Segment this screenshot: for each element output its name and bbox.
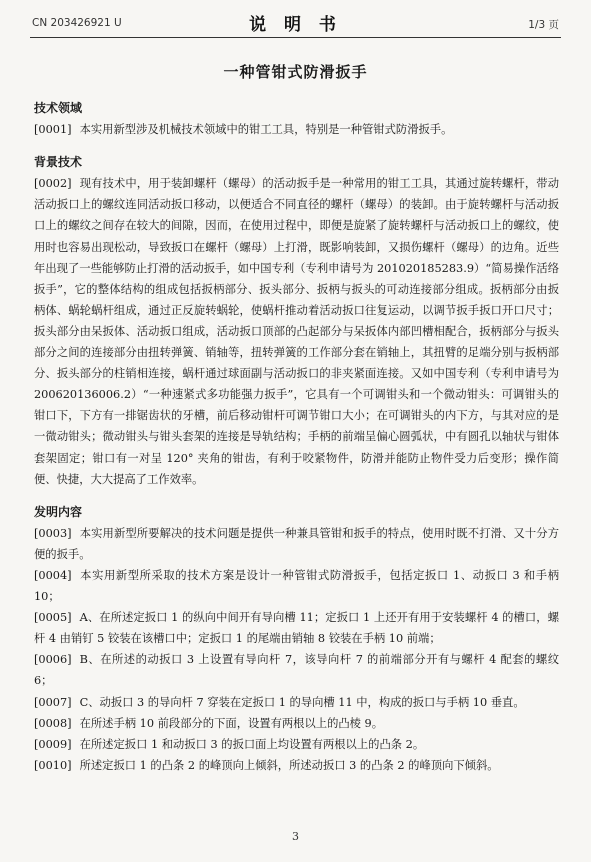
paragraph-text: A、在所述定扳口 1 的纵向中间开有导向槽 11；定扳口 1 上还开有用于安装螺杆 4 的槽口，螺杆 4 由销钉 5 铰装在该槽口中；定扳口 1 的尾端由销轴 8 铰装在手柄 10 前端； xyxy=(34,611,559,646)
document-title: 一种管钳式防滑扳手 xyxy=(223,63,368,81)
paragraph-0002 xyxy=(34,173,559,489)
paragraph-text: 本实用新型所采取的技术方案是设计一种管钳式防滑扳手，包括定扳口 1、动扳口 3 和手柄 10； xyxy=(34,568,559,604)
document-number: CN 203426921 U xyxy=(32,17,122,29)
paragraph-number: [0008] xyxy=(34,716,72,730)
section-heading-field: 技术领域 xyxy=(34,101,83,115)
paragraph-0006 xyxy=(34,649,559,691)
paragraph-0009 xyxy=(34,734,559,755)
paragraph-number: [0003] xyxy=(34,526,72,540)
paragraph-text: 本实用新型所要解决的技术问题是提供一种兼具管钳和扳手的特点，使用时既不打滑、又十分方便的扳手。 xyxy=(34,526,559,561)
paragraph-0010 xyxy=(34,755,559,776)
section-heading-content: 发明内容 xyxy=(34,504,83,519)
paragraph-number: [0004] xyxy=(34,568,72,582)
section-gap xyxy=(34,140,559,152)
paragraph-number: [0006] xyxy=(34,653,72,667)
paragraph-text: C、动扳口 3 的导向杆 7 穿装在定扳口 1 的导向槽 11 中，构成的扳口与手柄 10 垂直。 xyxy=(79,695,525,709)
page-indicator: 1/3 页 xyxy=(528,19,559,31)
paragraph-text: 在所述手柄 10 前段部分的下面，设置有两根以上的凸棱 9。 xyxy=(79,716,384,730)
header-divider xyxy=(30,37,561,38)
paragraph-0008 xyxy=(34,713,559,734)
paragraph-text: B、在所述的动扳口 3 上设置有导向杆 7，该导向杆 7 的前端部分开有与螺杆 4 配套的螺纹 6； xyxy=(34,653,559,688)
paragraph-text: 在所述定扳口 1 和动扳口 3 的扳口面上均设置有两根以上的凸条 2。 xyxy=(79,737,425,751)
paragraph-number: [0005] xyxy=(34,611,72,625)
paragraph-number: [0010] xyxy=(34,758,72,772)
section-gap xyxy=(34,490,559,502)
section-title: 说 明 书 xyxy=(249,15,342,35)
paragraph-number: [0007] xyxy=(34,695,72,709)
section-heading-background: 背景技术 xyxy=(34,155,83,170)
document-body xyxy=(34,98,559,776)
paragraph-number: [0002] xyxy=(34,177,72,191)
paragraph-text: 现有技术中，用于装卸螺杆（螺母）的活动扳手是一种常用的钳工工具，其通过旋转螺杆，带动活动扳口上的螺纹连同活动扳口移动，以便适合不同直径的螺杆（螺母）的装卸。由于旋转螺杆与活动扳口上的螺纹之间存在较大的间隙，因而，在使用过程中，即便是旋紧了旋转螺杆与活动扳口上的螺纹，使用时也容易出现松动，导致扳口在螺杆（螺母）上打滑，既影响装卸，又损伤螺杆（螺母）的边角。近些年出现了一些能够防止打滑的活动扳手，如中国专利（专利申请号为 201020185283.9）“简易操作活络扳手”，它的整体结构的组成包括扳柄部分、扳头部分、扳柄与扳头的可动连接部分组成。扳柄部分由扳柄体、蜗轮蜗杆组成，通过正反旋转蜗轮，使蜗杆推动着活动扳口往复运动，以调节扳手扳口开口尺寸；扳头部分由呆扳体、活动扳口组成，活动扳口顶部的凸起部分与呆扳体内部凹槽相配合，扳柄部分与扳头部分之间的连接部分由扭转弹簧、销轴等，扭转弹簧的工作部分套在销轴上，其扭臂的足端分别与扳柄部分、扳头部分的柱销相连接，蜗杆通过球面副与活动扳口的非夹紧面连接。又如中国专利（专利申请号为 200620136006.2）“一种速紧式多功能强力扳手”，它具有一个可调钳头和一个微动钳头：可调钳头的钳口下，下方有一排锯齿状的牙槽，前后移动钳杆可调节钳口大小；在可调钳头的内下方，与其对应的是一微动钳头；微动钳头与钳头套架的连接是导轨结构；手柄的前端呈偏心圆弧状，中有圆孔以轴状与钳体套架固定；钳口有一对呈 120° 夹角的钳齿，有利于咬紧物件，防滑并能防止物件受力后变形；操作简便、快捷，大大提高了工作效率。 xyxy=(34,177,559,486)
paragraph-0004 xyxy=(34,565,559,607)
paragraph-number: [0009] xyxy=(34,737,72,751)
paragraph-text: 本实用新型涉及机械技术领域中的钳工工具，特别是一种管钳式防滑扳手。 xyxy=(79,123,453,137)
paragraph-text: 所述定扳口 1 的凸条 2 的峰顶向上倾斜，所述动扳口 3 的凸条 2 的峰顶向下倾斜。 xyxy=(79,758,499,772)
paragraph-0001 xyxy=(34,119,559,140)
page-header xyxy=(30,10,561,36)
paragraph-0005 xyxy=(34,607,559,649)
paragraph-0007 xyxy=(34,692,559,713)
paragraph-0003 xyxy=(34,523,559,565)
paragraph-number: [0001] xyxy=(34,123,72,137)
page-number: 3 xyxy=(292,830,299,843)
